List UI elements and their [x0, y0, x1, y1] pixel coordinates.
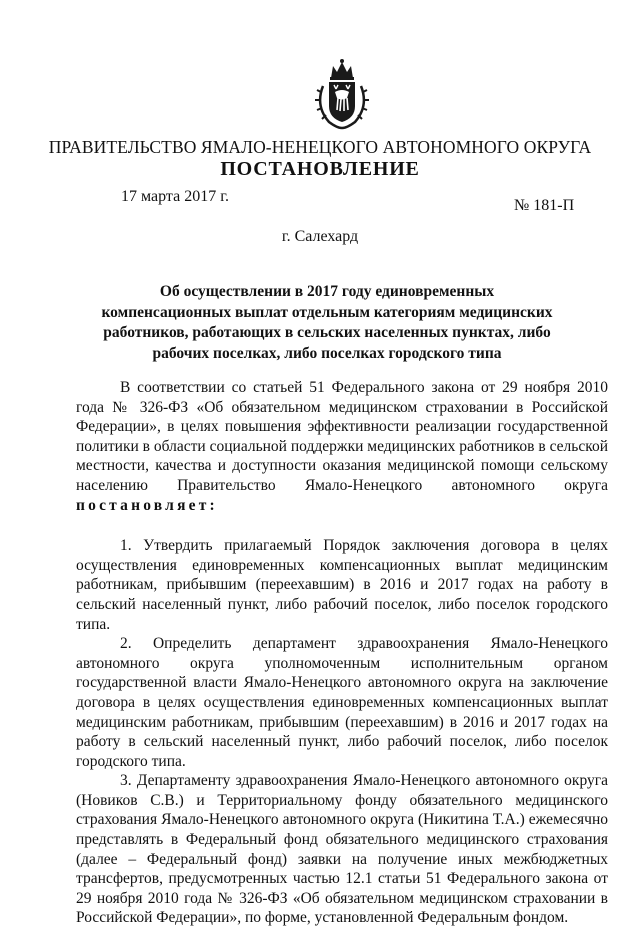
- resolves-keyword: постановляет:: [76, 496, 218, 514]
- document-subject: Об осуществлении в 2017 году единовременных компенсационных выплат отдельным категориям медицинских работников, работающих в сельских населенных пунктах, либо рабочих поселках, либо поселках городского типа: [101, 283, 553, 362]
- document-date: 17 марта 2017 г.: [121, 188, 229, 205]
- preamble-paragraph: [76, 378, 608, 515]
- issue-city: г. Салехард: [281, 228, 359, 245]
- government-name: ПРАВИТЕЛЬСТВО ЯМАЛО-НЕНЕЦКОГО АВТОНОМНОГО ОКРУГА: [48, 137, 592, 157]
- item-paragraph-1: 1. Утвердить прилагаемый Порядок заключения договора в целях осуществления единовременных компенсационных выплат медицинским работникам, прибывшим (переехавшим) в 2016 и 2017 годах на работу в сельский населенный пункт, либо рабочий поселок, либо поселок городского типа.: [76, 537, 608, 633]
- document-body: [76, 378, 608, 928]
- coat-of-arms-graphic: [309, 58, 375, 130]
- document-number: № 181-П: [514, 197, 575, 214]
- document-type-title: ПОСТАНОВЛЕНИЕ: [220, 158, 420, 180]
- preamble-text: В соответствии со статьей 51 Федерального закона от 29 ноября 2010 года № 326-ФЗ «Об обязательном медицинском страховании в Российской Федерации», в целях повышения эффективности реализации государственной политики в области социальной поддержки медицинских работников в сельской местности, качества и доступности оказания медицинской помощи сельскому населению Правительство Ямало-Ненецкого автономного округа: [76, 379, 608, 494]
- item-paragraph-3: 3. Департаменту здравоохранения Ямало-Ненецкого автономного округа (Новиков С.В.) и Территориальному фонду обязательного медицинского страхования Ямало-Ненецкого автономного округа (Никитина Т.А.) ежемесячно представлять в Федеральный фонд обязательного медицинского страхования (далее – Федеральный фонд) заявки на получение иных межбюджетных трансфертов, предусмотренных частью 12.1 статьи 51 Федерального закона от 29 ноября 2010 года № 326-ФЗ «Об обязательном медицинском страховании в Российской Федерации», по форме, установленной Федеральным фондом.: [76, 772, 608, 927]
- coat-of-arms-icon: [309, 58, 375, 130]
- item-paragraph-2: 2. Определить департамент здравоохранения Ямало-Ненецкого автономного округа уполномоченным исполнительным органом государственной власти Ямало-Ненецкого автономного округа на заключение договора в целях осуществления единовременных компенсационных выплат медицинским работникам, прибывшим (переехавшим) в 2016 и 2017 годах на работу в сельский населенный пункт, либо рабочий поселок, либо поселок городского типа.: [76, 635, 608, 770]
